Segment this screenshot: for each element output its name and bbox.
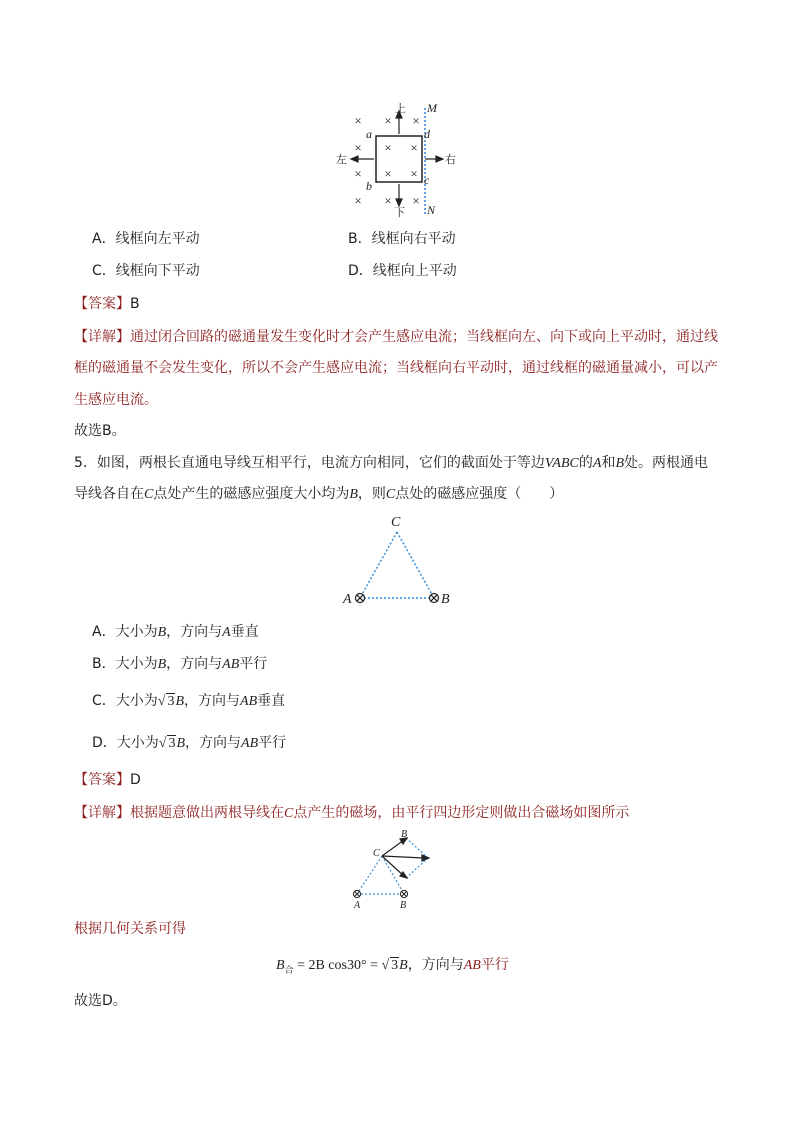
field-vector-b1	[382, 840, 404, 856]
stem-text: 5．如图，两根长直通电导线互相平行，电流方向相同，它们的截面处于等边	[74, 455, 545, 471]
label-a: a	[366, 127, 372, 141]
var-b: B	[615, 456, 624, 471]
resultant-vector	[382, 856, 424, 858]
svg-text:×: ×	[354, 166, 362, 181]
svg-text:×: ×	[384, 193, 392, 208]
q5-stem-line-1	[74, 453, 708, 474]
sqrt-symbol: √ 3	[157, 694, 175, 709]
sqrt-symbol: √ 3	[158, 736, 176, 751]
svg-text:×: ×	[410, 140, 418, 155]
q5-answer	[74, 770, 141, 790]
formula-mid: = 2B cos30° =	[293, 958, 382, 973]
answer-value: D	[130, 772, 141, 788]
q5-conclusion: 故选D。	[74, 993, 127, 1009]
q5-detail	[74, 803, 629, 824]
formula-text: ，方向与	[407, 957, 464, 973]
formula-lhs: B	[276, 958, 285, 973]
q4-option-c: C．线框向下平动	[92, 263, 200, 279]
svg-text:×: ×	[412, 113, 420, 128]
side-ca	[360, 532, 397, 598]
formula-text: 平行	[480, 957, 509, 973]
label-a: A	[343, 592, 352, 607]
side-cb	[397, 532, 434, 598]
label-d: d	[424, 127, 430, 141]
field-vector-b2	[382, 856, 404, 876]
label-left: 左	[336, 153, 347, 166]
q5-option-a: A．大小为B，方向与A垂直	[92, 624, 259, 640]
stem-text: 的	[578, 455, 593, 471]
field-cross-icons	[354, 113, 419, 208]
stem-text: 点处的磁感应强度（ ）	[395, 486, 564, 502]
svg-text:×: ×	[384, 113, 392, 128]
label-b: B	[441, 592, 450, 607]
answer-tag: 【答案】	[74, 296, 130, 312]
q5-solution-figure	[340, 826, 440, 912]
stem-text: ，则	[357, 486, 386, 502]
answer-tag: 【答案】	[74, 772, 130, 788]
label-c: C	[373, 848, 380, 859]
q5-option-d: D．大小为√ 3B，方向与AB平行	[92, 733, 286, 754]
q5-formula	[276, 955, 509, 981]
q5-geo-line: 根据几何关系可得	[74, 921, 186, 937]
detail-tag: 【详解】	[74, 329, 130, 345]
q4-answer	[74, 294, 140, 314]
q5-option-c: C．大小为√ 3B，方向与AB垂直	[92, 691, 285, 712]
q4-detail-line-2: 框的磁通量不会发生变化，所以不会产生感应电流；当线框向右平动时，通过线框的磁通量减小，可以产	[74, 360, 718, 376]
label-down: 下	[394, 206, 405, 219]
detail-tag: 【详解】	[74, 805, 130, 821]
label-c: c	[424, 173, 430, 187]
q4-figure	[330, 98, 470, 220]
answer-value: B	[130, 296, 140, 312]
detail-text: 点产生的磁场，由平行四边形定则做出合磁场如图所示	[293, 805, 630, 821]
label-n: N	[427, 203, 436, 217]
stem-text: 处。两根通电	[624, 455, 708, 471]
q5-option-b: B．大小为B，方向与AB平行	[92, 656, 268, 672]
q4-detail-line-3: 生感应电流。	[74, 392, 158, 408]
q4-option-d: D．线框向上平动	[348, 263, 457, 279]
q4-detail-line-1	[74, 327, 718, 347]
var-b: B	[349, 487, 358, 502]
q4-option-b: B．线框向右平动	[348, 231, 456, 247]
var-a: A	[592, 456, 602, 471]
q5-figure	[338, 512, 458, 608]
svg-text:×: ×	[354, 140, 362, 155]
label-right: 右	[445, 153, 456, 166]
q5-stem-line-2	[74, 484, 563, 505]
direction-arrows	[351, 111, 443, 206]
svg-text:×: ×	[384, 166, 392, 181]
label-m: M	[427, 101, 437, 115]
var-c: C	[385, 487, 396, 502]
stem-text: 点处产生的磁感应强度大小均为	[153, 486, 350, 502]
formula-rhs: B	[399, 958, 408, 973]
formula-sub: 合	[284, 965, 294, 976]
label-b-top: B	[401, 829, 408, 840]
svg-text:×: ×	[354, 193, 362, 208]
detail-text: 通过闭合回路的磁通量发生变化时才会产生感应电流；当线框向左、向下或向上平动时，通过线	[130, 329, 718, 345]
var-c: C	[144, 487, 154, 502]
stem-text: 和	[601, 455, 616, 471]
label-a: A	[354, 900, 361, 911]
svg-text:×: ×	[384, 140, 392, 155]
label-b: b	[366, 179, 372, 193]
svg-text:×: ×	[354, 113, 362, 128]
var-c: C	[284, 806, 294, 821]
svg-text:×: ×	[412, 193, 420, 208]
q4-conclusion: 故选B。	[74, 423, 126, 439]
var-ab: AB	[463, 958, 481, 973]
label-b: B	[400, 900, 407, 911]
label-c: C	[391, 515, 401, 530]
triangle-symbol: VABC	[544, 456, 579, 471]
q4-option-a: A．线框向左平动	[92, 231, 200, 247]
stem-text: 导线各自在	[74, 486, 144, 502]
label-up: 上	[395, 102, 406, 115]
svg-text:×: ×	[410, 166, 418, 181]
detail-text: 根据题意做出两根导线在	[130, 805, 284, 821]
sqrt-symbol: √ 3	[381, 958, 399, 973]
